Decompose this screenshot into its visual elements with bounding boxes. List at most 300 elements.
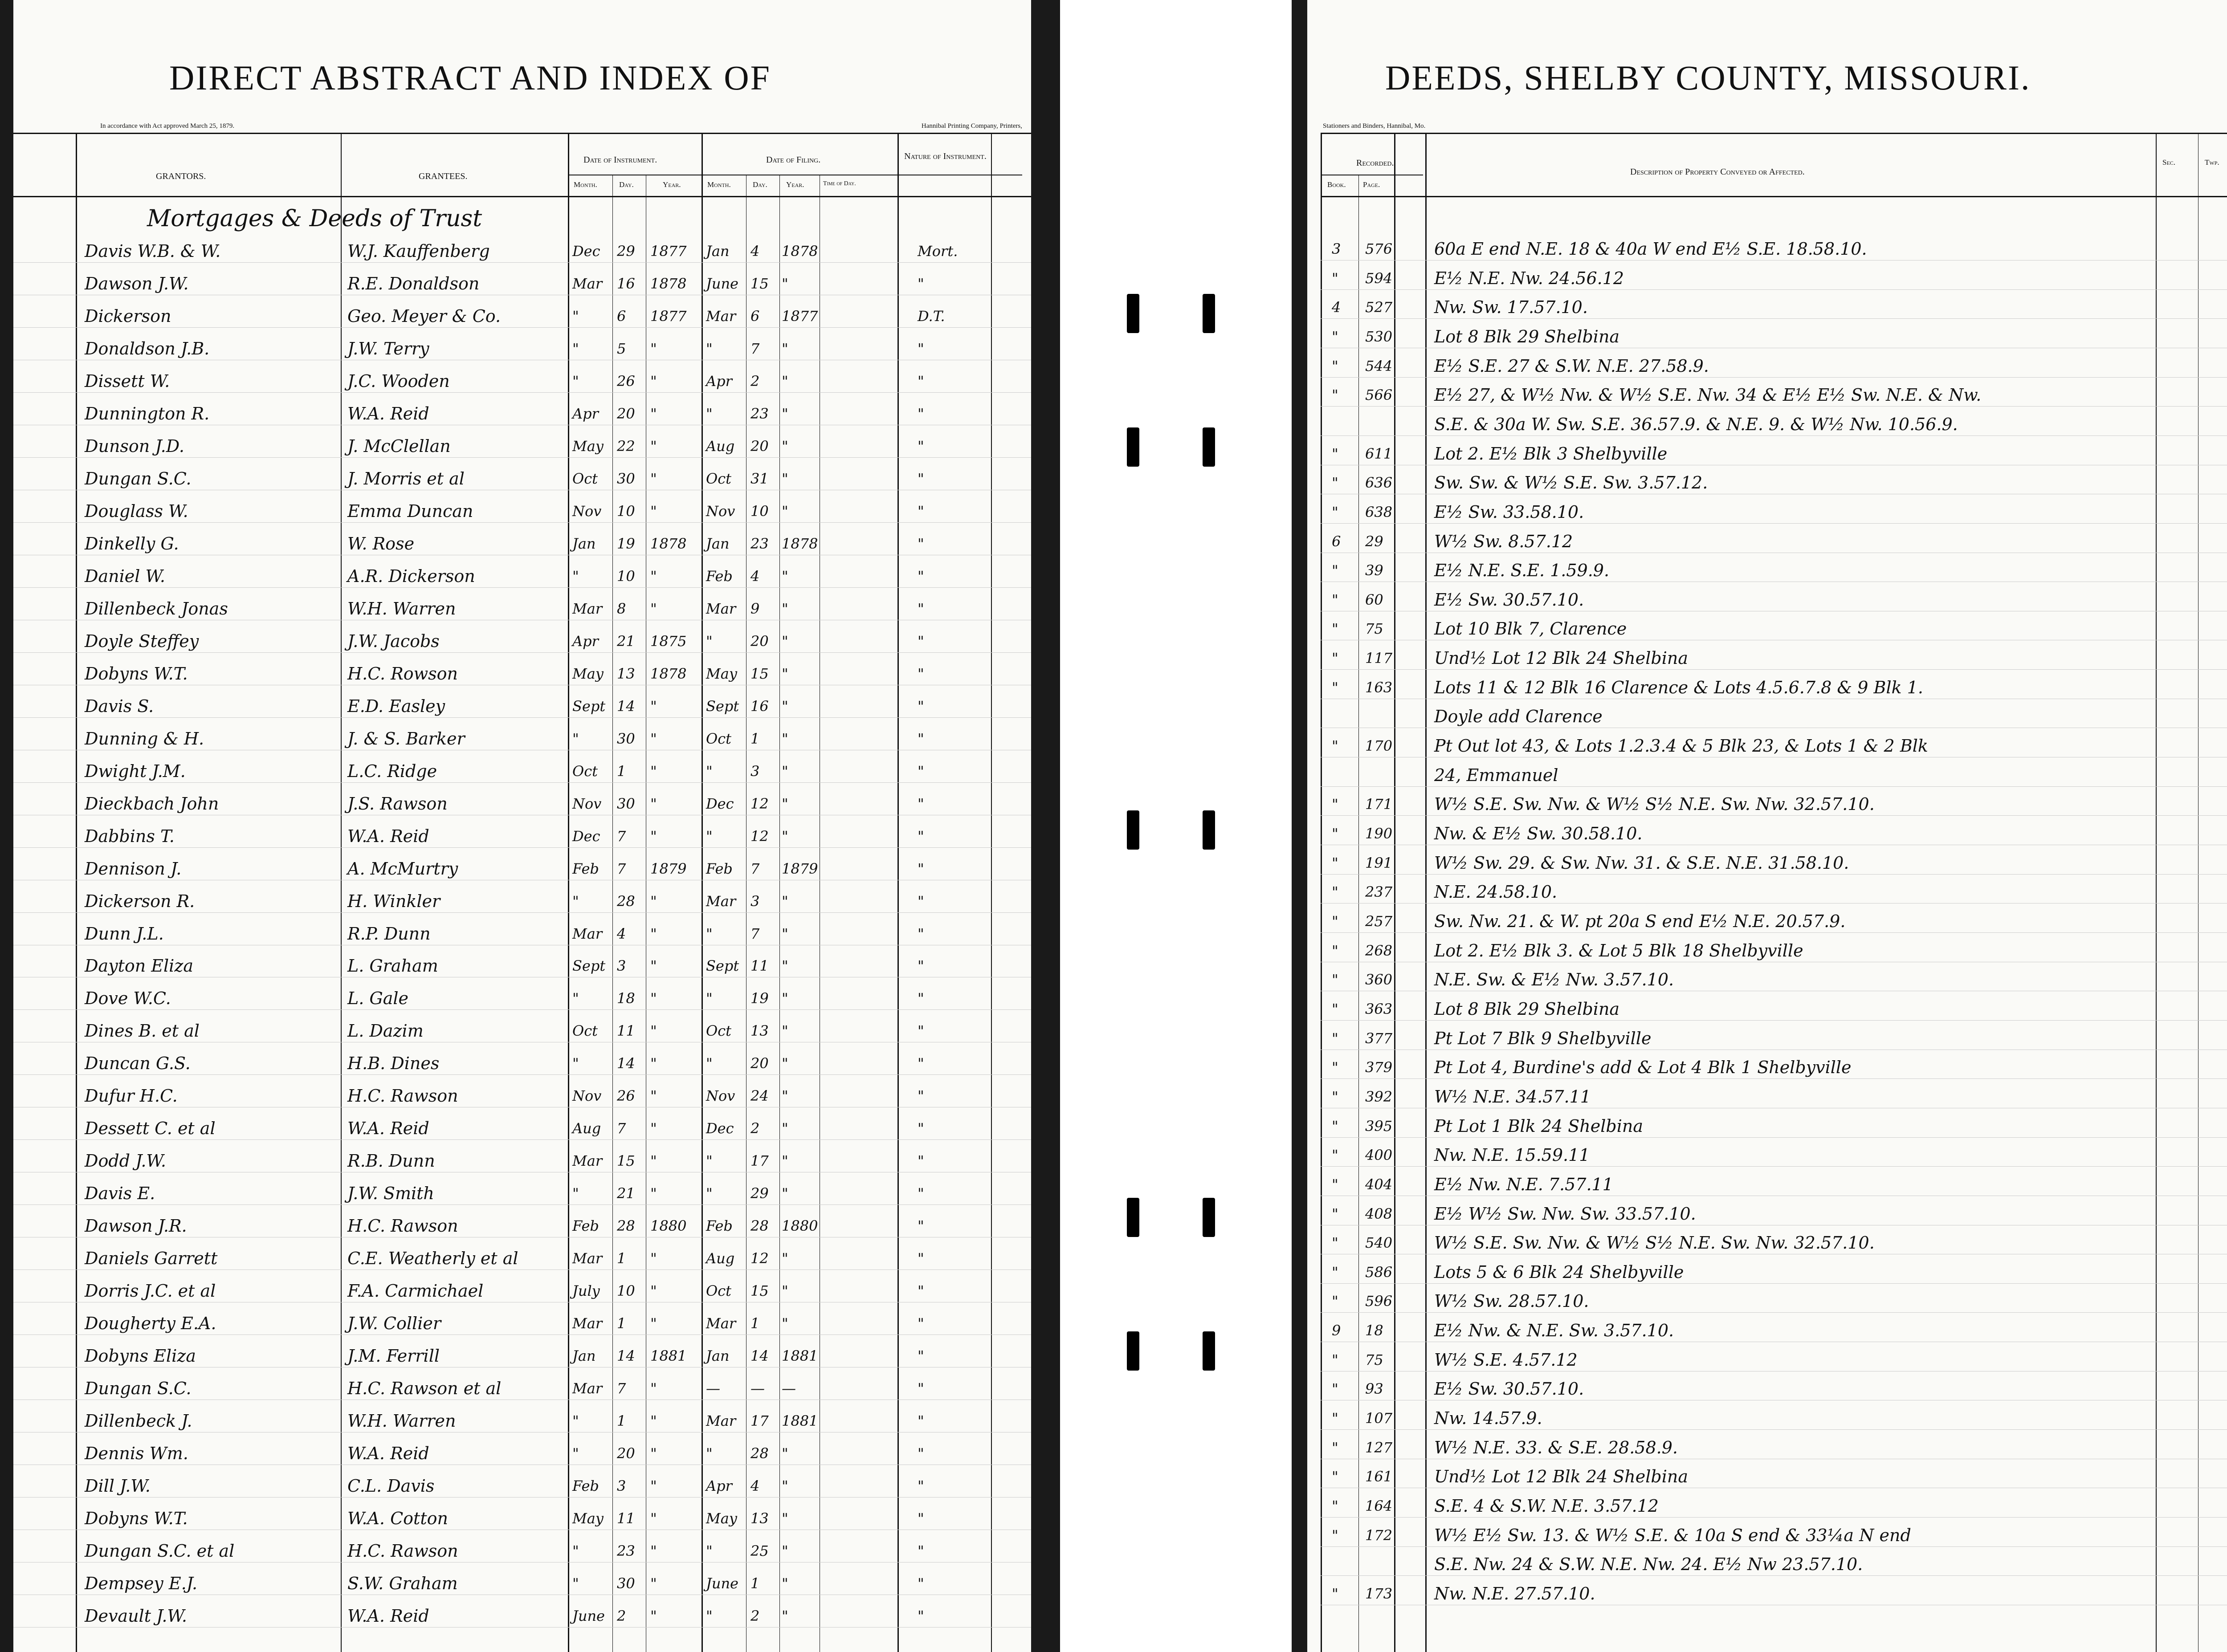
filing-day-cell: 16	[750, 698, 769, 715]
header-top-rule	[13, 133, 1031, 134]
nature-cell: "	[918, 633, 924, 650]
filing-month-cell: "	[706, 1185, 713, 1202]
grantor-cell: Devault J.W.	[85, 1606, 187, 1626]
book-cell: "	[1332, 562, 1338, 579]
instrument-day-cell: 5	[617, 340, 626, 357]
grantor-cell: Davis E.	[85, 1184, 155, 1203]
grantor-cell: Dillenbeck J.	[85, 1411, 192, 1431]
grantor-cell: Duncan G.S.	[85, 1054, 191, 1073]
time-of-day-header: Time of Day.	[823, 180, 856, 187]
filing-day-cell: 1	[750, 730, 760, 747]
instrument-year-cell: 1877	[650, 243, 687, 260]
page-cell: 377	[1365, 1030, 1393, 1047]
book-cell: 6	[1332, 533, 1341, 550]
grantor-cell: Dove W.C.	[85, 989, 171, 1008]
row-rule	[13, 717, 1031, 718]
grantee-cell: J. McClellan	[347, 436, 451, 456]
instrument-month-cell: "	[572, 308, 579, 325]
instrument-day-cell: 11	[617, 1022, 635, 1039]
grantee-cell: F.A. Carmichael	[347, 1281, 484, 1301]
instrument-month-cell: "	[572, 1542, 579, 1559]
filing-month-cell: Dec	[706, 795, 734, 812]
instrument-day-cell: 3	[617, 1477, 626, 1494]
filing-day-cell: 12	[750, 1250, 769, 1267]
column-rule	[897, 133, 899, 1652]
description-cell: E½ S.E. 27 & S.W. N.E. 27.58.9.	[1434, 356, 1709, 376]
filing-year-cell: "	[782, 1120, 788, 1137]
row-rule	[13, 1009, 1031, 1010]
filing-year-cell: "	[782, 1315, 788, 1332]
grantee-cell: Emma Duncan	[347, 501, 473, 521]
binder-hole	[1203, 427, 1215, 467]
grantee-cell: C.L. Davis	[347, 1476, 435, 1496]
filing-month-cell: Sept	[706, 957, 739, 974]
filing-month-cell: Mar	[706, 1412, 736, 1429]
description-cell: W½ Sw. 8.57.12	[1434, 532, 1573, 551]
grantee-cell: H.C. Rawson	[347, 1086, 458, 1106]
book-cell: "	[1332, 591, 1338, 608]
grantee-cell: J.M. Ferrill	[347, 1346, 440, 1366]
book-cell: "	[1332, 854, 1338, 871]
grantor-cell: Dungan S.C. et al	[85, 1541, 235, 1561]
instrument-day-cell: 22	[617, 438, 635, 455]
instrument-day-cell: 8	[617, 600, 626, 617]
book-cell: "	[1332, 1351, 1338, 1368]
filing-day-cell: 28	[750, 1217, 769, 1234]
filing-year-cell: "	[782, 957, 788, 974]
grantor-cell: Dissett W.	[85, 371, 170, 391]
nature-cell: "	[918, 665, 924, 682]
row-rule	[1321, 377, 2227, 378]
row-rule	[13, 1139, 1031, 1140]
filing-day-cell: 20	[750, 1055, 769, 1072]
grantee-cell: J.S. Rawson	[347, 794, 448, 814]
filing-month-cell: May	[706, 1510, 737, 1527]
nature-cell: "	[918, 1445, 924, 1462]
grantor-cell: Dines B. et al	[85, 1021, 200, 1041]
nature-cell: "	[918, 1055, 924, 1072]
nature-cell: "	[918, 1477, 924, 1494]
book-cell: "	[1332, 270, 1338, 287]
grantee-cell: R.B. Dunn	[347, 1151, 435, 1171]
filing-day-cell: 17	[750, 1152, 769, 1169]
grantee-cell: H. Winkler	[347, 891, 441, 911]
description-cell: Lot 8 Blk 29 Shelbina	[1434, 327, 1620, 346]
filing-month-cell: Feb	[706, 860, 733, 877]
grantee-cell: H.C. Rawson et al	[347, 1379, 502, 1398]
instrument-day-cell: 30	[617, 470, 635, 487]
nature-cell: Mort.	[918, 243, 958, 260]
grantor-cell: Donaldson J.B.	[85, 339, 210, 358]
instrument-day-cell: 7	[617, 828, 626, 845]
row-rule	[13, 522, 1031, 523]
page-cell: 191	[1365, 854, 1393, 871]
filing-year-cell: "	[782, 1510, 788, 1527]
filing-day-cell: 19	[750, 990, 769, 1007]
page-cell: 29	[1365, 533, 1383, 550]
filing-month-cell: Feb	[706, 1217, 733, 1234]
grantor-cell: Dinkelly G.	[85, 534, 179, 553]
row-rule	[1321, 1429, 2227, 1430]
instrument-year-cell: "	[650, 340, 657, 357]
grantor-cell: Dungan S.C.	[85, 1379, 192, 1398]
row-rule	[1321, 1166, 2227, 1167]
nature-cell: "	[918, 1510, 924, 1527]
instrument-month-cell: Mar	[572, 925, 603, 942]
instrument-year-cell: "	[650, 1022, 657, 1039]
description-cell: Lot 10 Blk 7, Clarence	[1434, 619, 1627, 639]
grantee-cell: L.C. Ridge	[347, 761, 437, 781]
instrument-day-cell: 29	[617, 243, 635, 260]
binder-note: Stationers and Binders, Hannibal, Mo.	[1323, 122, 1426, 130]
row-rule	[1321, 1283, 2227, 1284]
instrument-year-cell: "	[650, 1087, 657, 1104]
grantor-cell: Dickerson	[85, 306, 171, 326]
instrument-day-cell: 1	[617, 1412, 626, 1429]
instrument-year-cell: "	[650, 1152, 657, 1169]
instrument-year-cell: "	[650, 1412, 657, 1429]
grantee-cell: W. Rose	[347, 534, 415, 553]
row-rule	[1321, 435, 2227, 436]
filing-month-cell: Mar	[706, 308, 736, 325]
page-cell: 360	[1365, 971, 1393, 988]
instrument-day-cell: 30	[617, 1575, 635, 1592]
grantee-cell: A. McMurtry	[347, 859, 458, 879]
nature-cell: "	[918, 568, 924, 585]
filing-year-cell: "	[782, 438, 788, 455]
filing-day-cell: 11	[750, 957, 769, 974]
filing-year-cell: "	[782, 405, 788, 422]
filing-day-cell: 3	[750, 893, 760, 910]
description-cell: Nw. N.E. 15.59.11	[1434, 1145, 1590, 1165]
filing-day-cell: 4	[750, 243, 760, 260]
column-rule	[702, 133, 703, 1652]
instrument-year-cell: 1878	[650, 275, 687, 292]
description-cell: Nw. Sw. 17.57.10.	[1434, 297, 1588, 317]
nature-cell: D.T.	[918, 308, 945, 325]
grantor-cell: Daniel W.	[85, 566, 165, 586]
row-rule	[1321, 786, 2227, 787]
book-cell: "	[1332, 1205, 1338, 1222]
filing-month-cell: "	[706, 763, 713, 780]
page-cell: 379	[1365, 1059, 1393, 1076]
day-header: Day.	[619, 180, 634, 189]
page-cell: 596	[1365, 1293, 1393, 1310]
instrument-day-cell: 7	[617, 1120, 626, 1137]
description-cell: W½ E½ Sw. 13. & W½ S.E. & 10a S end & 33¼a N end	[1434, 1526, 1911, 1545]
instrument-month-cell: "	[572, 568, 579, 585]
filing-year-cell: "	[782, 665, 788, 682]
nature-cell: "	[918, 1087, 924, 1104]
column-rule	[341, 133, 342, 1652]
row-rule	[13, 392, 1031, 393]
instrument-year-cell: "	[650, 957, 657, 974]
instrument-year-cell: "	[650, 405, 657, 422]
description-cell: W½ S.E. Sw. Nw. & W½ S½ N.E. Sw. Nw. 32.57.10.	[1434, 1233, 1875, 1253]
instrument-year-cell: "	[650, 925, 657, 942]
right-ledger-page	[1307, 0, 2227, 1652]
instrument-month-cell: "	[572, 1412, 579, 1429]
filing-day-cell: 24	[750, 1087, 769, 1104]
page-cell: 404	[1365, 1176, 1393, 1193]
instrument-day-cell: 7	[617, 860, 626, 877]
description-cell: Und½ Lot 12 Blk 24 Shelbina	[1434, 648, 1688, 668]
filing-year-cell: 1881	[782, 1412, 818, 1429]
instrument-month-cell: Mar	[572, 275, 603, 292]
instrument-year-cell: "	[650, 1607, 657, 1624]
nature-cell: "	[918, 503, 924, 520]
filing-year-cell: "	[782, 1152, 788, 1169]
instrument-day-cell: 19	[617, 535, 635, 552]
book-cell: "	[1332, 1234, 1338, 1251]
filing-year-cell: "	[782, 470, 788, 487]
grantee-cell: H.B. Dines	[347, 1054, 440, 1073]
instrument-month-cell: May	[572, 665, 604, 682]
description-cell: Nw. & E½ Sw. 30.58.10.	[1434, 824, 1643, 843]
description-cell: Doyle add Clarence	[1434, 707, 1603, 726]
book-cell: "	[1332, 1030, 1338, 1047]
filing-year-cell: "	[782, 698, 788, 715]
nature-cell: "	[918, 1412, 924, 1429]
filing-year-cell: —	[782, 1380, 796, 1397]
filing-day-cell: 23	[750, 535, 769, 552]
description-cell: E½ Sw. 33.58.10.	[1434, 502, 1584, 522]
grantor-cell: Dunson J.D.	[85, 436, 184, 456]
nature-cell: "	[918, 990, 924, 1007]
grantor-cell: Dunn J.L.	[85, 924, 164, 944]
row-rule	[1321, 289, 2227, 290]
grantee-cell: J.W. Smith	[347, 1184, 434, 1203]
instrument-year-cell: "	[650, 893, 657, 910]
instrument-month-cell: June	[572, 1607, 605, 1624]
instrument-day-cell: 23	[617, 1542, 635, 1559]
nature-cell: "	[918, 1607, 924, 1624]
grantor-cell: Dessett C. et al	[85, 1119, 216, 1138]
filing-month-cell: "	[706, 633, 713, 650]
description-cell: Lot 2. E½ Blk 3. & Lot 5 Blk 18 Shelbyville	[1434, 941, 1803, 960]
book-cell: "	[1332, 328, 1338, 345]
filing-year-cell: "	[782, 568, 788, 585]
description-cell: W½ N.E. 33. & S.E. 28.58.9.	[1434, 1438, 1678, 1457]
row-rule	[1321, 1078, 2227, 1079]
page-cell: 540	[1365, 1234, 1393, 1251]
description-cell: 60a E end N.E. 18 & 40a W end E½ S.E. 18.58.10.	[1434, 239, 1867, 259]
row-rule	[13, 1627, 1031, 1628]
instrument-month-cell: "	[572, 990, 579, 1007]
grantee-cell: W.A. Reid	[347, 1119, 429, 1138]
section-heading: Mortgages & Deeds of Trust	[147, 205, 482, 232]
instrument-day-cell: 13	[617, 665, 635, 682]
description-cell: E½ N.E. Nw. 24.56.12	[1434, 269, 1624, 288]
filing-month-cell: June	[706, 275, 738, 292]
description-cell: S.E. 4 & S.W. N.E. 3.57.12	[1434, 1496, 1659, 1516]
instrument-day-cell: 4	[617, 925, 626, 942]
filing-month-cell: Sept	[706, 698, 739, 715]
book-cell: "	[1332, 1410, 1338, 1427]
sec-header: Sec.	[2162, 158, 2176, 167]
nature-cell: "	[918, 1250, 924, 1267]
description-cell: Lot 8 Blk 29 Shelbina	[1434, 999, 1620, 1019]
page-cell: 237	[1365, 883, 1393, 900]
column-rule	[991, 133, 992, 1652]
instrument-day-cell: 30	[617, 795, 635, 812]
filing-month-cell: Jan	[706, 243, 730, 260]
nature-cell: "	[918, 1347, 924, 1364]
page-cell: 75	[1365, 620, 1383, 637]
filing-year-cell: "	[782, 1055, 788, 1072]
grantee-cell: H.C. Rawson	[347, 1541, 458, 1561]
nature-cell: "	[918, 1380, 924, 1397]
grantor-cell: Dwight J.M.	[85, 761, 186, 781]
filing-month-cell: Oct	[706, 1282, 732, 1299]
book-cell: "	[1332, 1118, 1338, 1135]
instrument-day-cell: 28	[617, 1217, 635, 1234]
filing-day-cell: 14	[750, 1347, 769, 1364]
binder-hole	[1203, 1331, 1215, 1371]
book-cell: "	[1332, 1264, 1338, 1281]
filing-day-cell: 4	[750, 1477, 760, 1494]
instrument-year-cell: "	[650, 1575, 657, 1592]
page-cell: 161	[1365, 1468, 1393, 1485]
instrument-month-cell: Dec	[572, 243, 600, 260]
column-rule	[1358, 175, 1359, 1652]
column-rule	[2156, 133, 2157, 1652]
description-cell: Nw. 14.57.9.	[1434, 1408, 1542, 1428]
year-header: Year.	[786, 180, 804, 189]
description-cell: W½ Sw. 29. & Sw. Nw. 31. & S.E. N.E. 31.58.10.	[1434, 853, 1849, 873]
row-rule	[13, 457, 1031, 458]
instrument-year-cell: "	[650, 568, 657, 585]
binder-hole	[1203, 1198, 1215, 1237]
instrument-year-cell: 1878	[650, 665, 687, 682]
instrument-month-cell: Sept	[572, 698, 606, 715]
book-cell: 3	[1332, 240, 1341, 257]
column-rule	[1321, 133, 1322, 1652]
grantor-cell: Dill J.W.	[85, 1476, 151, 1496]
grantee-cell: J.C. Wooden	[347, 371, 450, 391]
page-cell: 257	[1365, 913, 1393, 930]
instrument-day-cell: 21	[617, 633, 635, 650]
instrument-day-cell: 26	[617, 373, 635, 390]
instrument-month-cell: Oct	[572, 1022, 598, 1039]
book-cell: "	[1332, 913, 1338, 930]
grantee-cell: E.D. Easley	[347, 696, 445, 716]
filing-month-cell: Dec	[706, 1120, 734, 1137]
instrument-day-cell: 10	[617, 568, 635, 585]
filing-day-cell: 12	[750, 828, 769, 845]
filing-year-cell: "	[782, 1445, 788, 1462]
instrument-year-cell: "	[650, 1445, 657, 1462]
grantor-cell: Dayton Eliza	[85, 956, 194, 976]
grantee-cell: J.W. Collier	[347, 1314, 441, 1333]
book-cell: "	[1332, 737, 1338, 754]
instrument-month-cell: July	[572, 1282, 600, 1299]
instrument-month-cell: Jan	[572, 535, 596, 552]
nature-cell: "	[918, 925, 924, 942]
book-cell: "	[1332, 1088, 1338, 1105]
nature-cell: "	[918, 275, 924, 292]
book-cell: "	[1332, 1147, 1338, 1164]
act-note: In accordance with Act approved March 25, 1879.	[100, 122, 235, 130]
filing-month-cell: Aug	[706, 1250, 735, 1267]
book-cell: "	[1332, 942, 1338, 959]
instrument-year-cell: "	[650, 1510, 657, 1527]
grantor-cell: Dabbins T.	[85, 826, 175, 846]
row-rule	[1321, 1575, 2227, 1576]
page-cell: 594	[1365, 270, 1393, 287]
page-cell: 586	[1365, 1264, 1393, 1281]
description-cell: E½ W½ Sw. Nw. Sw. 33.57.10.	[1434, 1204, 1696, 1224]
filing-day-cell: 7	[750, 340, 760, 357]
description-cell: S.E. & 30a W. Sw. S.E. 36.57.9. & N.E. 9. & W½ Nw. 10.56.9.	[1434, 415, 1958, 434]
filing-year-cell: "	[782, 633, 788, 650]
printer-note: Hannibal Printing Company, Printers,	[921, 122, 1022, 130]
page-cell: 117	[1365, 650, 1393, 667]
instrument-year-cell: "	[650, 795, 657, 812]
filing-day-cell: 3	[750, 763, 760, 780]
row-rule	[1321, 815, 2227, 816]
grantee-cell: H.C. Rawson	[347, 1216, 458, 1236]
page-cell: 400	[1365, 1147, 1393, 1164]
page-cell: 60	[1365, 591, 1383, 608]
row-rule	[1321, 1020, 2227, 1021]
page-cell: 107	[1365, 1410, 1393, 1427]
book-cell: "	[1332, 1585, 1338, 1602]
grantee-cell: W.A. Reid	[347, 826, 429, 846]
page-cell: 39	[1365, 562, 1383, 579]
nature-cell: "	[918, 1217, 924, 1234]
grantor-cell: Daniels Garrett	[85, 1249, 218, 1268]
grantor-cell: Dennison J.	[85, 859, 182, 879]
description-cell: Sw. Nw. 21. & W. pt 20a S end E½ N.E. 20.57.9.	[1434, 911, 1846, 931]
month-header: Month.	[707, 180, 731, 189]
filing-month-cell: June	[706, 1575, 738, 1592]
filing-day-cell: 10	[750, 503, 769, 520]
description-cell: E½ Sw. 30.57.10.	[1434, 590, 1584, 610]
year-header: Year.	[663, 180, 681, 189]
instrument-day-cell: 1	[617, 763, 626, 780]
grantee-cell: W.J. Kauffenberg	[347, 241, 490, 261]
left-page-title: DIRECT ABSTRACT AND INDEX OF	[169, 58, 771, 97]
nature-cell: "	[918, 730, 924, 747]
instrument-year-cell: "	[650, 600, 657, 617]
instrument-month-cell: Sept	[572, 957, 606, 974]
page-cell: 171	[1365, 796, 1393, 813]
description-cell: E½ N.E. S.E. 1.59.9.	[1434, 561, 1610, 580]
filing-year-cell: "	[782, 373, 788, 390]
grantor-cell: Dufur H.C.	[85, 1086, 178, 1106]
instrument-month-cell: Mar	[572, 1250, 603, 1267]
instrument-month-cell: Dec	[572, 828, 600, 845]
description-cell: S.E. Nw. 24 & S.W. N.E. Nw. 24. E½ Nw 23.57.10.	[1434, 1554, 1863, 1574]
nature-cell: "	[918, 763, 924, 780]
binder-hole	[1127, 1198, 1139, 1237]
nature-cell: "	[918, 340, 924, 357]
instrument-month-cell: May	[572, 438, 604, 455]
filing-year-cell: 1878	[782, 535, 818, 552]
header-top-rule	[1321, 133, 2227, 134]
book-cell: "	[1332, 358, 1338, 374]
description-cell: Pt Lot 4, Burdine's add & Lot 4 Blk 1 Shelbyville	[1434, 1058, 1852, 1077]
grantor-cell: Davis W.B. & W.	[85, 241, 221, 261]
filing-day-cell: —	[750, 1380, 765, 1397]
book-cell: "	[1332, 620, 1338, 637]
filing-month-cell: "	[706, 1445, 713, 1462]
filing-year-cell: "	[782, 1575, 788, 1592]
column-rule	[568, 133, 569, 1652]
book-header: Book.	[1327, 180, 1346, 189]
filing-day-cell: 7	[750, 860, 760, 877]
